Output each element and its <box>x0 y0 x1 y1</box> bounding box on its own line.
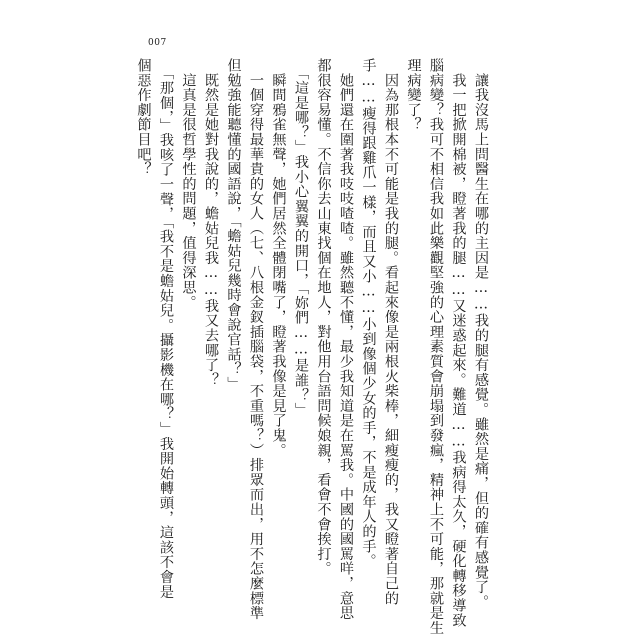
text-line: 她們還在圍著我吱吱喳喳。雖然聽不懂，最少我知道是在罵我。中國的國罵咩，意思 <box>338 58 354 621</box>
text-line: 瞬間鴉雀無聲，她們居然全體閉嘴了，瞪著我像是見了鬼。 <box>270 58 287 458</box>
text-line: 讓我沒馬上問醫生在哪的主因是……我的腿有感覺。雖然是痛，但的確有感覺了。 <box>473 58 489 610</box>
page-number: 007 <box>148 38 167 48</box>
text-line: 一個穿得最華貴的女人（七、八根金釵插腦袋，不重嗎？）排眾而出，用不怎麼標準 <box>248 58 264 621</box>
text-line: 「這是哪？」我小心翼翼的開口，「妳們……是誰？」 <box>293 58 309 418</box>
text-line: 因為那根本不可能是我的腿。看起來像是兩根火柴棒，細瘦瘦的，我又瞪著自己的 <box>383 58 399 606</box>
text-line: 我一把掀開棉被，瞪著我的腿……又迷惑起來。難道……我病得太久，硬化轉移導致 <box>450 58 467 628</box>
text-line: 但勉強能聽懂的國語說，「蟾姑兒幾時會說官話？」 <box>225 58 242 392</box>
text-line: 既然是她對我說的，蟾姑兒我……我又去哪了？ <box>203 58 219 388</box>
text-line: 都很容易懂。不信你去山東找個在地人，對他用台語問候娘親，看會不會挨打。 <box>315 58 332 576</box>
text-line: 這真是很哲學性的問題，值得深思。 <box>180 58 197 310</box>
body-text <box>132 58 492 636</box>
text-line: 手……瘦得跟雞爪一樣，而且又小……小到像個少女的手，不是成年人的手。 <box>360 58 377 569</box>
text-line: 腦病變？我可不相信我如此樂觀堅強的心理素質會崩塌到發瘋，精神上不可能，那就是生 <box>428 58 444 636</box>
text-line: 個惡作劇節目吧？ <box>135 58 152 177</box>
text-line: 理病變了？ <box>405 58 422 132</box>
text-line: 「那個，」我咳了一聲，「我不是蟾姑兒。攝影機在哪？」我開始轉頭，這該不會是 <box>158 58 174 600</box>
